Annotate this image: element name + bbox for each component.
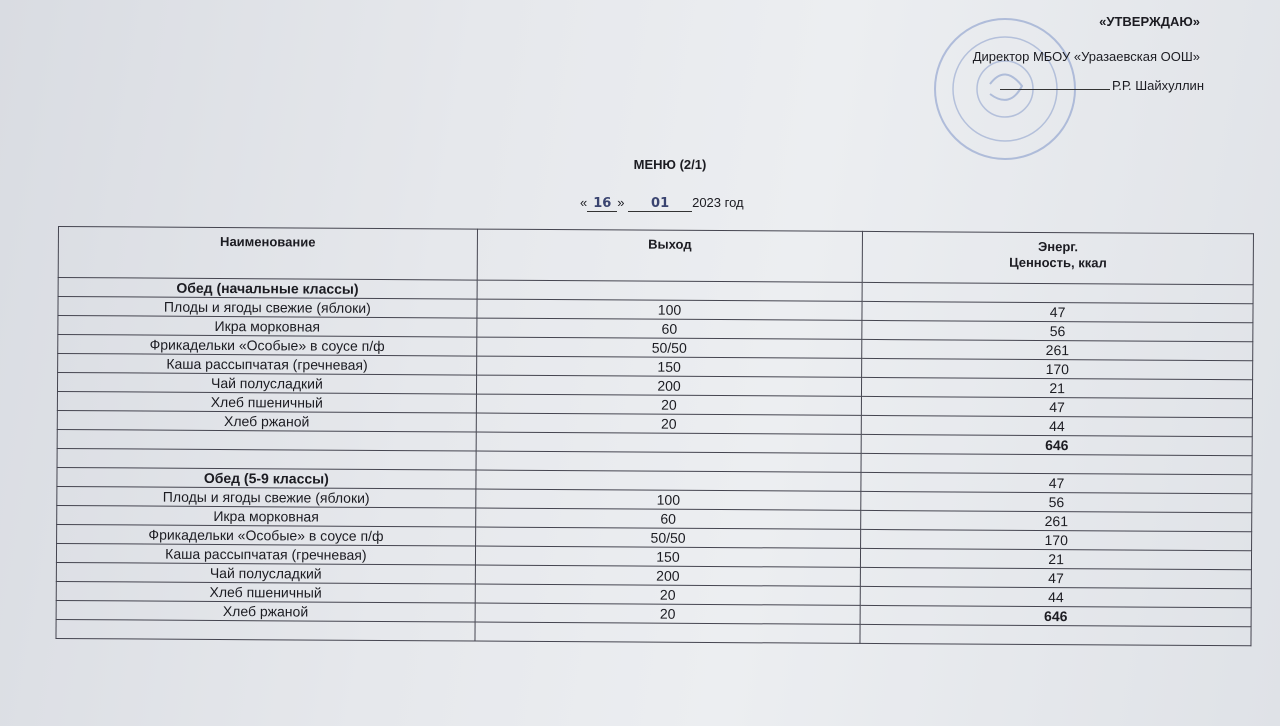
item-name: Фрикадельки «Особые» в соусе п/ф	[57, 524, 476, 546]
item-kcal: 47	[861, 567, 1252, 588]
header-energy-line1: Энерг.	[1037, 238, 1079, 255]
item-name: Плоды и ягоды свежие (яблоки)	[57, 486, 476, 508]
signature-blank	[1000, 89, 1110, 90]
header-energy-line2: Ценность, ккал	[1009, 254, 1107, 271]
item-output: 60	[475, 508, 861, 529]
item-kcal: 170	[862, 358, 1253, 379]
item-kcal: 47	[862, 396, 1253, 417]
item-kcal: 47	[862, 301, 1253, 322]
item-output: 100	[476, 489, 862, 510]
item-name: Каша рассыпчатая (гречневая)	[58, 354, 477, 376]
item-kcal: 56	[861, 491, 1252, 512]
item-name: Хлеб пшеничный	[56, 581, 475, 603]
item-name: Чай полусладкий	[56, 562, 475, 584]
header-name: Наименование	[58, 227, 477, 281]
director-name: Р.Р. Шайхуллин	[1112, 78, 1204, 93]
date-day: 16	[587, 196, 617, 212]
item-kcal: 170	[861, 529, 1252, 550]
total-kcal: 646	[861, 434, 1252, 455]
signature-line	[840, 78, 1204, 93]
header-output: Выход	[477, 229, 863, 282]
date-month: 01	[628, 196, 692, 212]
item-name: Плоды и ягоды свежие (яблоки)	[58, 297, 477, 319]
item-name: Икра морковная	[58, 316, 477, 338]
item-kcal: 261	[861, 510, 1252, 531]
item-kcal: 44	[862, 415, 1253, 436]
item-name: Хлеб пшеничный	[57, 391, 476, 413]
header-row	[58, 227, 1253, 285]
section-title: Обед (начальные классы)	[58, 278, 477, 300]
menu-title: МЕНЮ (2/1)	[633, 157, 707, 172]
item-output: 20	[475, 584, 861, 605]
item-name: Хлеб ржаной	[57, 410, 476, 432]
item-name: Чай полусладкий	[57, 373, 476, 395]
item-kcal: 56	[862, 320, 1253, 341]
header-energy	[862, 231, 1253, 284]
item-kcal: 646	[860, 605, 1251, 626]
date-year: 2023 год	[692, 195, 744, 210]
item-kcal: 47	[861, 472, 1252, 493]
item-name: Фрикадельки «Особые» в соусе п/ф	[58, 335, 477, 357]
director-line: Директор МБОУ «Уразаевская ООШ»	[972, 49, 1200, 64]
item-output: 200	[476, 375, 862, 396]
item-output: 50/50	[476, 337, 862, 358]
item-output: 50/50	[475, 527, 861, 548]
item-name: Каша рассыпчатая (гречневая)	[56, 543, 475, 565]
item-output: 100	[477, 299, 863, 320]
date-close-quote: »	[617, 195, 625, 210]
item-output: 150	[476, 356, 862, 377]
section-title: Обед (5-9 классы)	[57, 467, 476, 489]
item-kcal: 44	[860, 586, 1251, 607]
item-name: Икра морковная	[57, 505, 476, 527]
item-output: 60	[477, 318, 863, 339]
item-kcal: 21	[862, 377, 1253, 398]
item-kcal: 21	[861, 548, 1252, 569]
date-open-quote: «	[580, 195, 588, 210]
approval-block	[840, 14, 1204, 93]
menu-table	[55, 226, 1254, 646]
item-kcal: 261	[862, 339, 1253, 360]
approval-title: «УТВЕРЖДАЮ»	[1099, 14, 1200, 29]
item-output: 200	[475, 565, 861, 586]
item-name: Хлеб ржаной	[56, 600, 475, 622]
item-output: 150	[475, 546, 861, 567]
item-output: 20	[475, 603, 861, 624]
item-output: 20	[476, 413, 862, 434]
menu-date	[580, 195, 744, 212]
item-output: 20	[476, 394, 862, 415]
